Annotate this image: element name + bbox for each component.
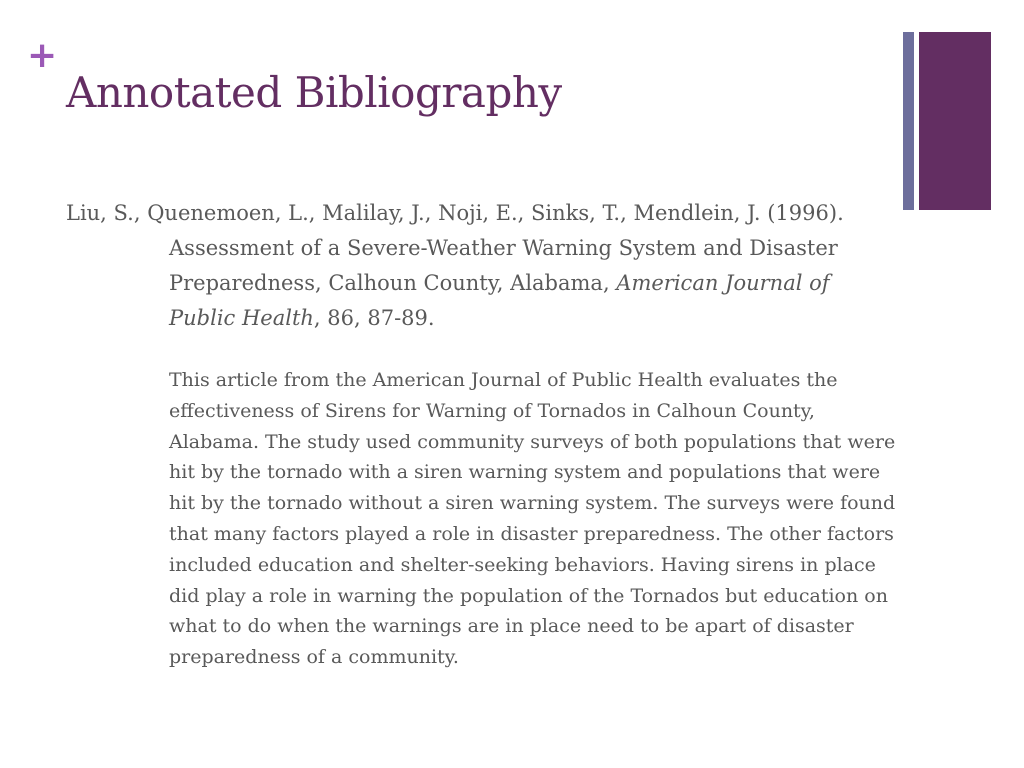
plus-icon: + [27,35,58,76]
slide-title: Annotated Bibliography [66,68,562,117]
citation-volume-pages: , 86, 87-89. [313,306,435,330]
citation-authors-title: Liu, S., Quenemoen, L., Malilay, J., Noji, E., Sinks, T., Mendlein, J. (1996). Assessment of a Severe-Weather Warning System and Disaster Preparedness, Calhoun County, Alabama, [66,201,844,295]
decorative-bar-thin [903,32,914,210]
decorative-bar-thick [919,32,991,210]
annotation-paragraph: This article from the American Journal of Public Health evaluates the effectiveness of Sirens for Warning of Tornados in Calhoun County, Alabama. The study used community surveys of both populations that were hit by the tornado with a siren warning system and populations that were hit by the tornado without a siren warning system. The surveys were found that many factors played a role in disaster preparedness. The other factors included education and shelter-seeking behaviors. Having sirens in place did play a role in warning the population of the Tornados but education on what to do when the warnings are in place need to be apart of disaster preparedness of a community. [169,369,896,669]
citation-journal: American Journal of Public Health [169,271,830,330]
citation [66,196,876,336]
